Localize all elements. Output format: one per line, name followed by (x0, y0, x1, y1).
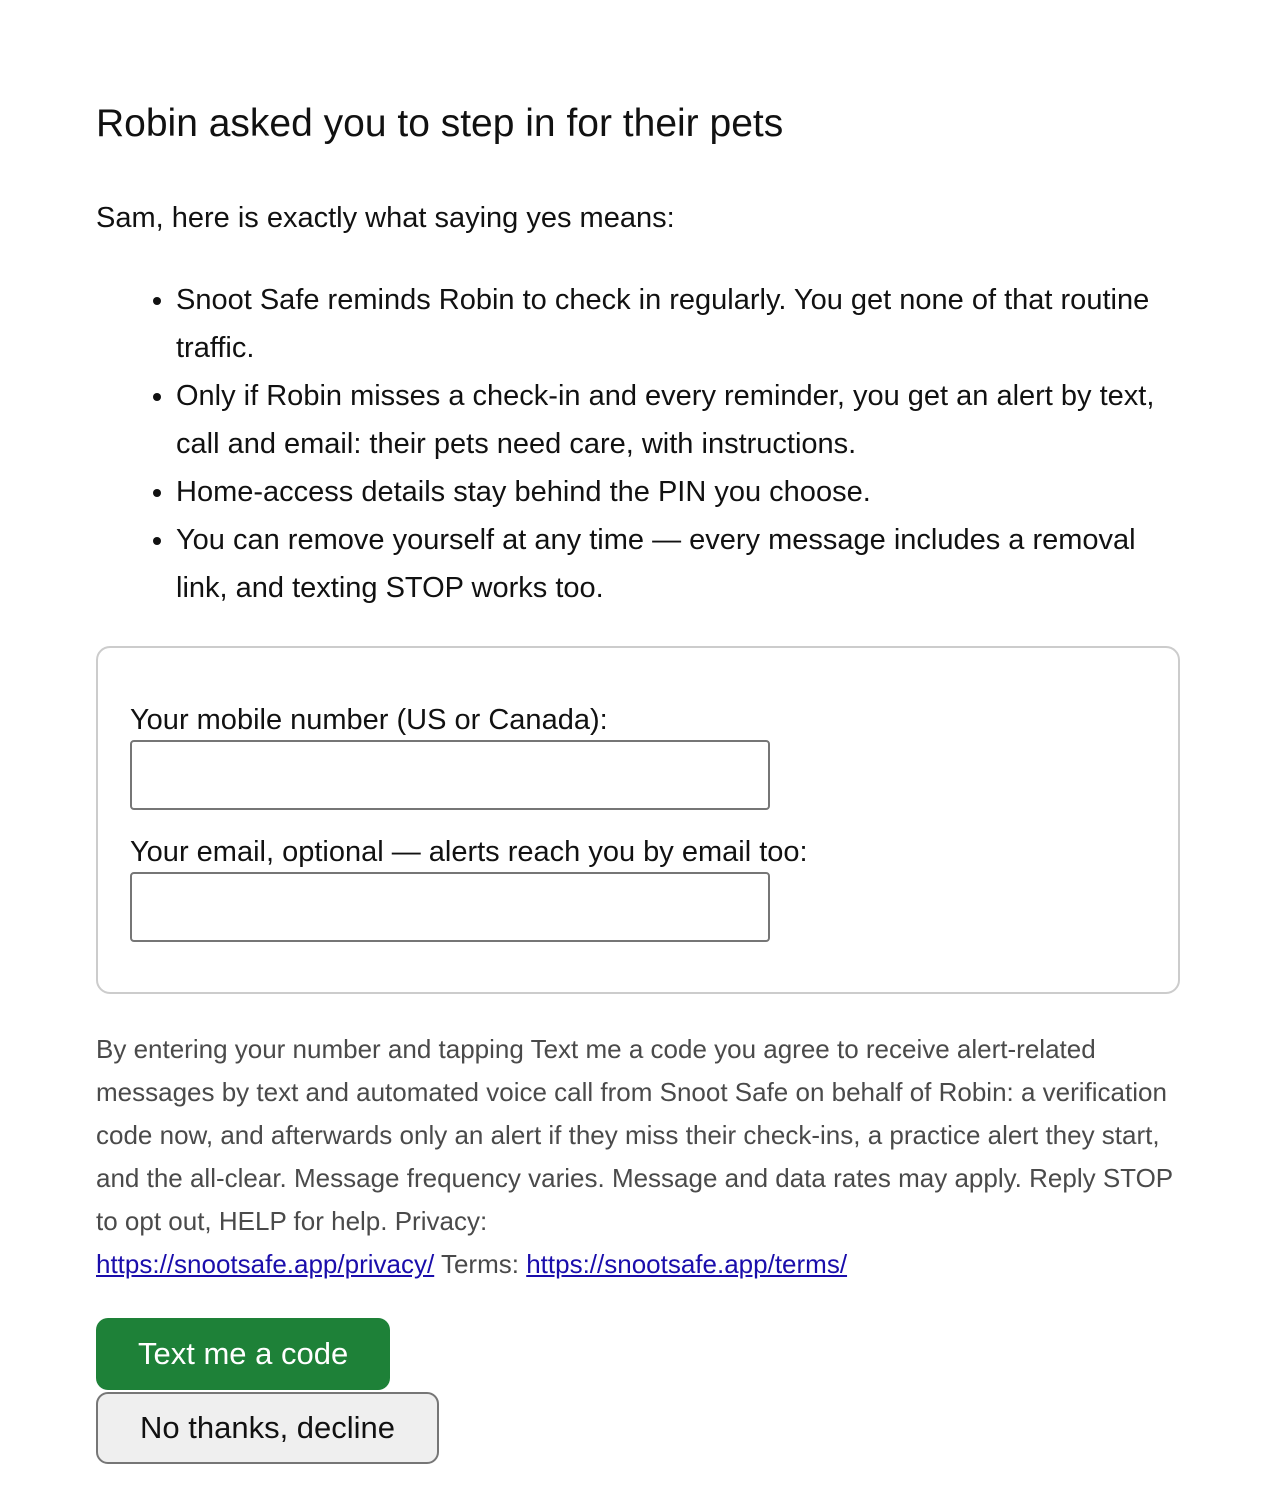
list-item: • You can remove yourself at any time — every message includes a removal link, and texting STOP works too. (176, 516, 1184, 612)
phone-input[interactable] (130, 740, 770, 810)
email-label: Your email, optional — alerts reach you by email too: (130, 836, 808, 868)
list-item: • Snoot Safe reminds Robin to check in regularly. You get none of that routine traffic. (176, 276, 1184, 372)
terms-list (96, 276, 1184, 612)
contact-form (96, 646, 1180, 994)
email-input[interactable] (130, 872, 770, 942)
phone-label: Your mobile number (US or Canada): (130, 704, 608, 736)
consent-text (96, 1028, 1186, 1286)
consent-body: By entering your number and tapping Text me a code you agree to receive alert-related messages by text and automated voice call from Snoot Safe on behalf of Robin: a verification code now, and afterwards only an alert if they miss their check-ins, a practice alert they start, and the all-clear. Message frequency varies. Message and data rates may apply. Reply STOP to opt out, HELP for help. Privacy: (96, 1034, 1173, 1236)
terms-link[interactable]: https://snootsafe.app/terms/ (526, 1249, 848, 1279)
list-item: • Only if Robin misses a check-in and every reminder, you get an alert by text, call and email: their pets need care, with instructions. (176, 372, 1184, 468)
privacy-link[interactable]: https://snootsafe.app/privacy/ (96, 1249, 435, 1279)
page-title: Robin asked you to step in for their pets (96, 102, 784, 145)
decline-button[interactable]: No thanks, decline (96, 1392, 439, 1464)
terms-label: Terms: (440, 1249, 519, 1279)
intro-text: Sam, here is exactly what saying yes means: (96, 202, 675, 234)
text-me-code-button[interactable]: Text me a code (96, 1318, 390, 1390)
list-item: • Home-access details stay behind the PIN you choose. (176, 468, 1184, 516)
